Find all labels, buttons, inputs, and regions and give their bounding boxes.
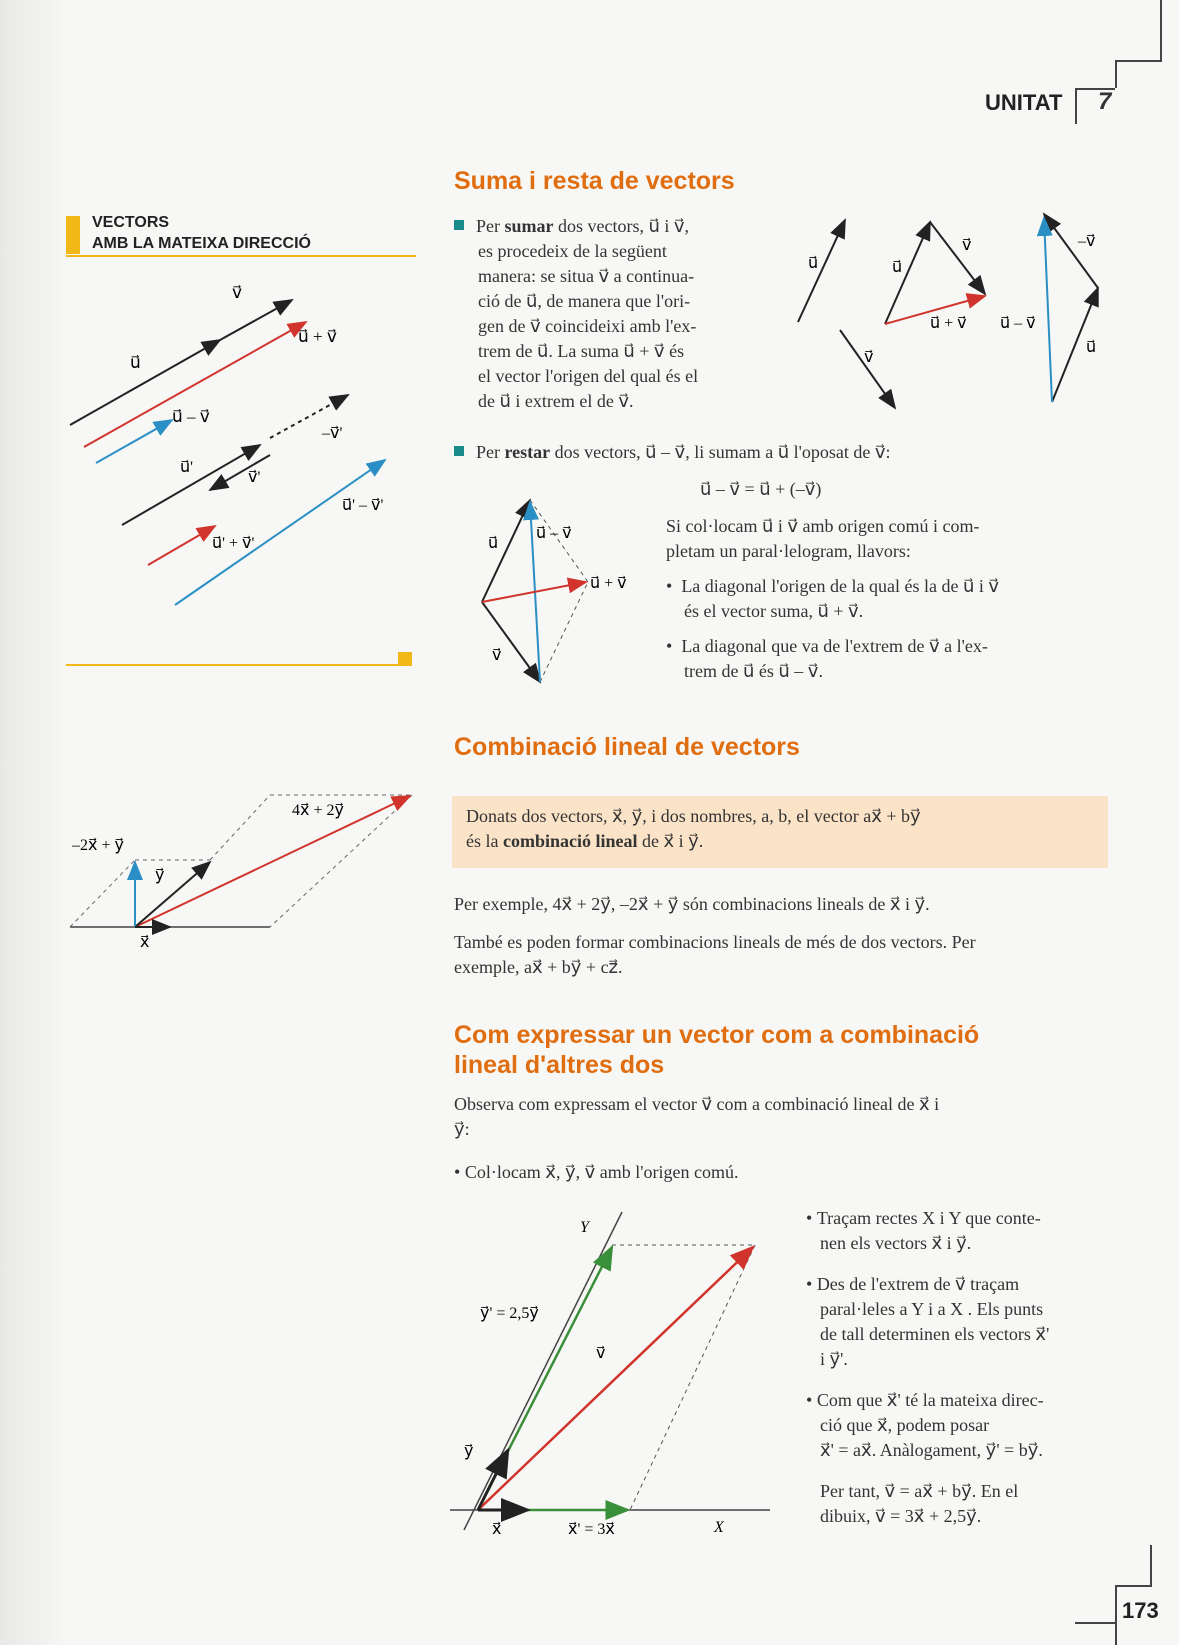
label-v-prime: v⃗': [248, 469, 261, 486]
label-u: u⃗: [488, 535, 499, 552]
bullet-text: La diagonal l'origen de la qual és la de u⃗ i v⃗: [681, 576, 1000, 596]
more-line: També es poden formar combinacions lineals de més de dos vectors. Per: [454, 932, 976, 952]
section-heading-linear-combination: Combinació lineal de vectors: [454, 733, 800, 761]
step-text: Col·locam x⃗, y⃗, v⃗ amb l'origen comú.: [464, 1162, 739, 1182]
sidebar-title: [92, 212, 311, 254]
section-heading-express-vector: [454, 1020, 979, 1080]
vector-u: [798, 220, 845, 322]
label-u: u⃗: [892, 259, 903, 276]
label-u: u⃗: [808, 255, 819, 272]
section-heading-sum: Suma i resta de vectors: [454, 167, 735, 195]
sidebar-rule: [66, 255, 416, 257]
step-line: x⃗' = ax⃗. Anàlogament, y⃗' = by⃗.: [820, 1440, 1043, 1460]
label-u-plus-v: u⃗ + v⃗: [590, 575, 627, 592]
intro-text: [454, 1092, 1124, 1142]
step-line: ció que x⃗, podem posar: [820, 1415, 990, 1435]
vector-neg-v: [1044, 214, 1098, 288]
bullet-dot-icon: •: [666, 576, 682, 596]
unit-number: 7: [1098, 88, 1112, 115]
bullet-square-icon: [454, 220, 464, 230]
def-text: és la: [466, 831, 503, 851]
label-u-prime: u⃗': [180, 459, 194, 476]
conclusion-line: Per tant, v⃗ = ax⃗ + by⃗. En el: [820, 1481, 1019, 1501]
label-Y: Y: [580, 1219, 589, 1236]
sidebar-rule-bottom: [66, 664, 406, 666]
vector-v: [482, 602, 540, 682]
sub-keyword: restar: [504, 442, 551, 462]
bullet-line: trem de u⃗ és u⃗ – v⃗.: [684, 661, 823, 681]
bullet-item: [666, 574, 1116, 624]
bullet-dot-icon: •: [806, 1390, 817, 1410]
label-x: x⃗: [140, 934, 150, 950]
para-line: Si col·locam u⃗ i v⃗ amb origen comú i com-: [666, 516, 980, 536]
dashed-guide: [210, 795, 270, 860]
bullet-line: és el vector suma, u⃗ + v⃗.: [684, 601, 864, 621]
label-y: y⃗: [155, 867, 165, 884]
vector-u-prime: [122, 445, 260, 525]
label-u-plus-v: u⃗ + v⃗: [298, 327, 337, 346]
sum-explanation: [454, 214, 774, 414]
sum-line: es procedeix de la següent: [478, 241, 667, 261]
linear-combination-figure: [60, 780, 420, 950]
step-line: [806, 1206, 1106, 1231]
label-u-prime-plus-v-prime: u⃗' + v⃗': [212, 535, 255, 552]
label-u-prime-minus-v-prime: u⃗' – v⃗': [342, 497, 384, 514]
definition-text: [466, 804, 1096, 854]
label-y-prime: y⃗' = 2,5y⃗: [480, 1305, 539, 1322]
bullet-text: La diagonal que va de l'extrem de v⃗ a l'ex-: [681, 636, 988, 656]
vector-u-minus-v: [96, 420, 172, 463]
sub-text: dos vectors, u⃗ – v⃗, li sumam a u⃗ l'oposat de v⃗:: [550, 442, 891, 462]
label-neg-2x-y: –2x⃗ + y⃗: [72, 837, 124, 854]
bullet-line: [666, 634, 1116, 659]
more-vectors-text: [454, 930, 1124, 980]
step-item: [806, 1272, 1106, 1372]
heading-line: Com expressar un vector com a combinació: [454, 1021, 980, 1049]
sum-line: gen de v⃗ coincideixi amb l'ex-: [478, 316, 697, 336]
label-v: v⃗: [596, 1345, 606, 1362]
bullet-square-icon: [454, 446, 464, 456]
vector-y: [135, 862, 210, 927]
step-line: de tall determinen els vectors x⃗': [820, 1324, 1050, 1344]
header-divider: [1075, 88, 1077, 124]
dashed-guide: [70, 860, 135, 927]
bullet-item: [666, 634, 1116, 684]
bullet-dot-icon: •: [806, 1208, 817, 1228]
unit-label: UNITAT: [985, 90, 1063, 115]
conclusion: [806, 1479, 1106, 1529]
decomposition-figure: [450, 1210, 780, 1550]
step-item: [806, 1206, 1106, 1256]
sub-text: Per: [476, 442, 505, 462]
sum-figure: [790, 212, 1130, 422]
def-text: de x⃗ i y⃗.: [637, 831, 704, 851]
intro-line: Observa com expressam el vector v⃗ com a combinació lineal de x⃗ i: [454, 1094, 940, 1114]
label-v: v⃗: [492, 647, 502, 664]
vector-v: [478, 1247, 753, 1510]
page-number: 173: [1122, 1598, 1159, 1623]
step-place-vectors: [454, 1160, 738, 1185]
footer-step-decoration: [1115, 1585, 1152, 1587]
label-u-plus-v: u⃗ + v⃗: [930, 315, 967, 332]
example-text: Per exemple, 4x⃗ + 2y⃗, –2x⃗ + y⃗ són combinacions lineals de x⃗ i y⃗.: [454, 894, 930, 914]
label-v: v⃗: [864, 349, 874, 366]
sum-line: trem de u⃗. La suma u⃗ + v⃗ és: [478, 341, 685, 361]
label-X: X: [714, 1519, 724, 1536]
vector-u-prime-minus-v-prime: [175, 460, 385, 605]
bullet-dot-icon: •: [806, 1274, 817, 1294]
step-item: [806, 1388, 1106, 1463]
label-x: x⃗: [492, 1521, 502, 1538]
sidebar-end-marker: [398, 652, 412, 666]
heading-line: lineal d'altres dos: [454, 1051, 665, 1079]
label-v: v⃗: [232, 283, 243, 302]
parallelogram-figure: [470, 490, 650, 690]
y-axis-line: [464, 1212, 622, 1530]
step-line: nen els vectors x⃗ i y⃗.: [820, 1233, 972, 1253]
sum-line: ció de u⃗, de manera que l'ori-: [478, 291, 691, 311]
vector-u-prime-plus-v-prime: [148, 526, 215, 565]
bullet-dot-icon: •: [454, 1162, 465, 1182]
def-keyword: combinació lineal: [502, 831, 638, 851]
label-y: y⃗: [464, 1443, 474, 1460]
sum-line: [454, 214, 774, 239]
step-line: [806, 1272, 1106, 1297]
label-u: u⃗: [1086, 339, 1097, 356]
label-u: u⃗: [130, 353, 141, 372]
sidebar-marker: [66, 216, 80, 254]
para-line: pletam un paral·lelogram, llavors:: [666, 541, 911, 561]
sidebar-title-line: AMB LA MATEIXA DIRECCIÓ: [92, 235, 311, 252]
footer-step-decoration: [1150, 1545, 1152, 1585]
decomposition-steps: [806, 1206, 1106, 1529]
step-line: [806, 1388, 1106, 1413]
intro-line: y⃗:: [454, 1119, 470, 1139]
sidebar-title-line: VECTORS: [92, 214, 170, 231]
step-text: Com que x⃗' té la mateixa direc-: [816, 1390, 1044, 1410]
sum-line: el vector l'origen del qual és el: [478, 366, 699, 386]
label-u-minus-v: u⃗ – v⃗: [1000, 315, 1036, 332]
vector-4x-2y: [135, 796, 410, 927]
vector-u-minus-v: [1044, 218, 1052, 402]
dashed-side: [540, 582, 588, 682]
more-line: exemple, ax⃗ + by⃗ + cz⃗.: [454, 957, 623, 977]
sum-line-text: dos vectors, u⃗ i v⃗,: [553, 216, 690, 236]
header-step-decoration: [1115, 60, 1117, 88]
sum-keyword: sumar: [504, 216, 554, 236]
bullet-dot-icon: •: [666, 636, 682, 656]
label-x-prime: x⃗' = 3x⃗: [568, 1521, 615, 1538]
header-step-decoration: [1115, 60, 1162, 62]
same-direction-vectors-figure: [60, 260, 420, 650]
footer-step-decoration: [1075, 1622, 1115, 1624]
label-v: v⃗: [962, 237, 972, 254]
step-text: Traçam rectes X i Y que conte-: [816, 1208, 1041, 1228]
vector-neg-v-prime: [210, 455, 270, 490]
sum-line: manera: se situa v⃗ a continua-: [478, 266, 695, 286]
parallelogram-text: [666, 514, 1116, 684]
vector-y: [478, 1450, 508, 1510]
label-u-minus-v: u⃗ – v⃗: [536, 525, 572, 542]
vector-v: [220, 300, 292, 340]
vector-v-triangle: [930, 222, 985, 294]
sum-line: de u⃗ i extrem el de v⃗.: [478, 391, 634, 411]
sum-line-text: Per: [476, 216, 505, 236]
label-u-minus-v: u⃗ – v⃗: [172, 407, 210, 426]
def-line: Donats dos vectors, x⃗, y⃗, i dos nombres, a, b, el vector ax⃗ + by⃗: [466, 806, 921, 826]
header-step-decoration: [1160, 0, 1164, 62]
step-line: paral·leles a Y i a X . Els punts: [820, 1299, 1044, 1319]
step-line: i y⃗'.: [820, 1349, 848, 1369]
label-neg-v-prime: –v⃗': [322, 425, 343, 442]
vector-v: [840, 330, 895, 408]
dashed-parallel: [630, 1245, 755, 1510]
subtraction-formula: u⃗ – v⃗ = u⃗ + (–v⃗): [700, 479, 822, 499]
label-4x-2y: 4x⃗ + 2y⃗: [292, 802, 344, 819]
conclusion-line: dibuix, v⃗ = 3x⃗ + 2,5y⃗.: [820, 1506, 982, 1526]
subtraction-line: [454, 440, 1124, 465]
def-line: [466, 829, 1096, 854]
bullet-line: [666, 574, 1116, 599]
vector-u-plus-v: [84, 322, 306, 447]
step-text: Des de l'extrem de v⃗ traçam: [816, 1274, 1020, 1294]
label-neg-v: –v⃗: [1078, 233, 1096, 250]
footer-step-decoration: [1115, 1585, 1117, 1645]
